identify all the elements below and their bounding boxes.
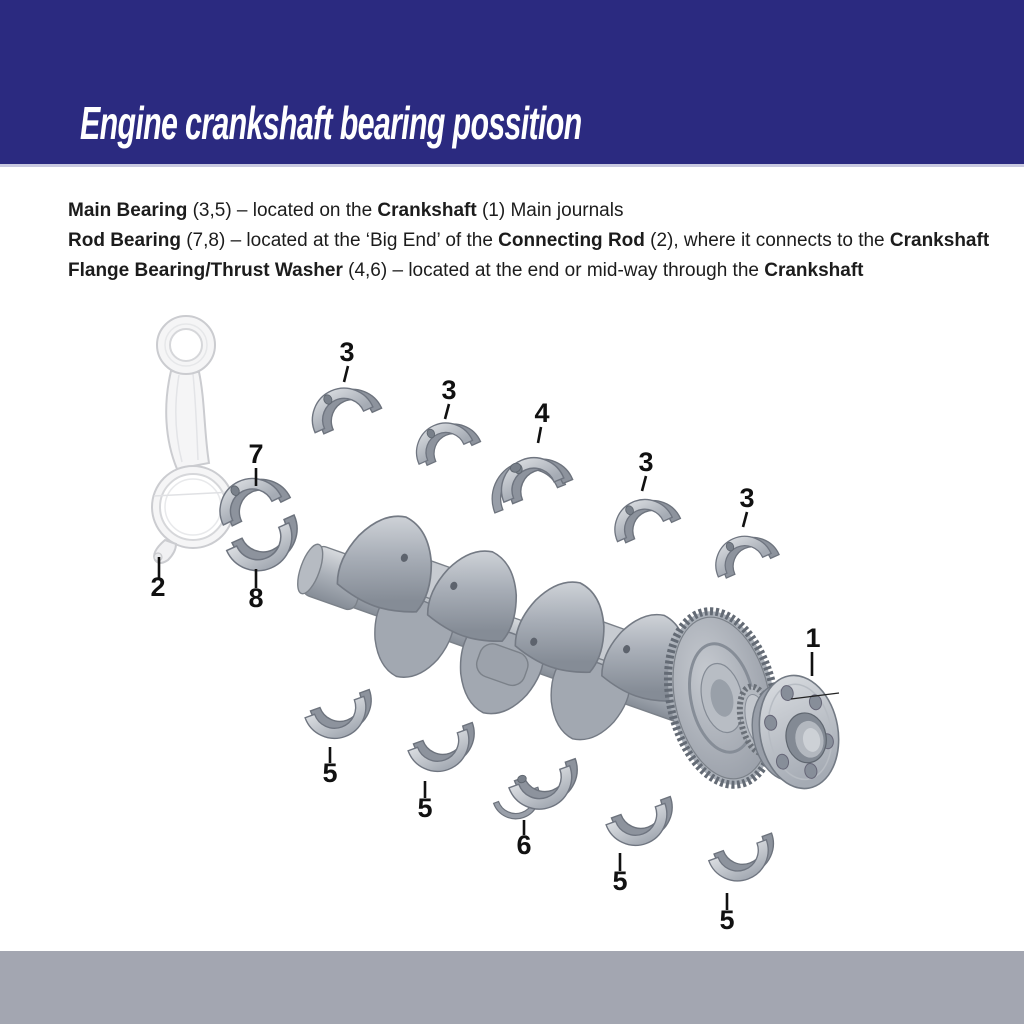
description-line — [68, 226, 988, 256]
connecting-rod — [152, 316, 234, 563]
callout-label-3: 3 — [638, 447, 654, 477]
main-bearing-upper-shell — [302, 375, 381, 437]
text-segment: Connecting Rod — [498, 230, 645, 251]
text-segment: (2), where it connects to the — [644, 230, 890, 251]
crankshaft-diagram — [0, 300, 1024, 951]
main-bearing-upper-shell — [407, 411, 480, 468]
callout-label-7: 7 — [248, 439, 264, 469]
description-block — [68, 196, 988, 286]
description-line — [68, 196, 988, 226]
callout-label-5: 5 — [322, 758, 338, 788]
main-bearing-lower-shell — [304, 690, 382, 748]
callout-label-2: 2 — [150, 572, 166, 602]
text-segment: (1) Main journals — [476, 200, 624, 221]
crankshaft — [275, 490, 736, 784]
page-title: Engine crankshaft bearing possition — [80, 97, 582, 149]
main-bearing-lower-shell — [407, 723, 485, 781]
callout-label-1: 1 — [805, 623, 821, 653]
rod-bearing-lower-shell — [225, 515, 310, 582]
callout-label-3: 3 — [441, 375, 457, 405]
callout-label-5: 5 — [612, 866, 628, 896]
text-segment: Rod Bearing — [68, 230, 187, 251]
text-segment: (3,5) – located on the — [192, 200, 378, 221]
main-bearing-upper-shell — [605, 487, 680, 546]
callout-label-5: 5 — [417, 793, 433, 823]
text-segment: Main Bearing — [68, 200, 193, 221]
text-segment: Crankshaft — [764, 260, 864, 281]
main-bearing-upper-shell — [707, 524, 779, 581]
footer-bar — [0, 951, 1024, 1024]
text-segment: (7,8) – located at the ‘Big End’ of the — [186, 230, 499, 251]
description-line — [68, 256, 988, 286]
text-segment: Crankshaft — [889, 230, 990, 251]
callout-label-6: 6 — [516, 830, 532, 860]
callout-label-5: 5 — [719, 905, 735, 935]
flange-bearing-upper-shell — [480, 445, 573, 513]
text-segment: Flange Bearing/Thrust Washer — [68, 260, 343, 281]
main-bearing-lower-shell — [707, 833, 783, 889]
flange-bearing-lower-shell — [488, 756, 588, 825]
callout-label-4: 4 — [534, 398, 550, 428]
header-banner — [0, 0, 1024, 167]
callout-label-8: 8 — [248, 583, 264, 613]
main-bearing-lower-shell — [605, 797, 683, 855]
callout-label-3: 3 — [339, 337, 355, 367]
callout-label-3: 3 — [739, 483, 755, 513]
text-segment: Crankshaft — [377, 200, 477, 221]
text-segment: (4,6) – located at the end or mid-way through the — [342, 260, 765, 281]
